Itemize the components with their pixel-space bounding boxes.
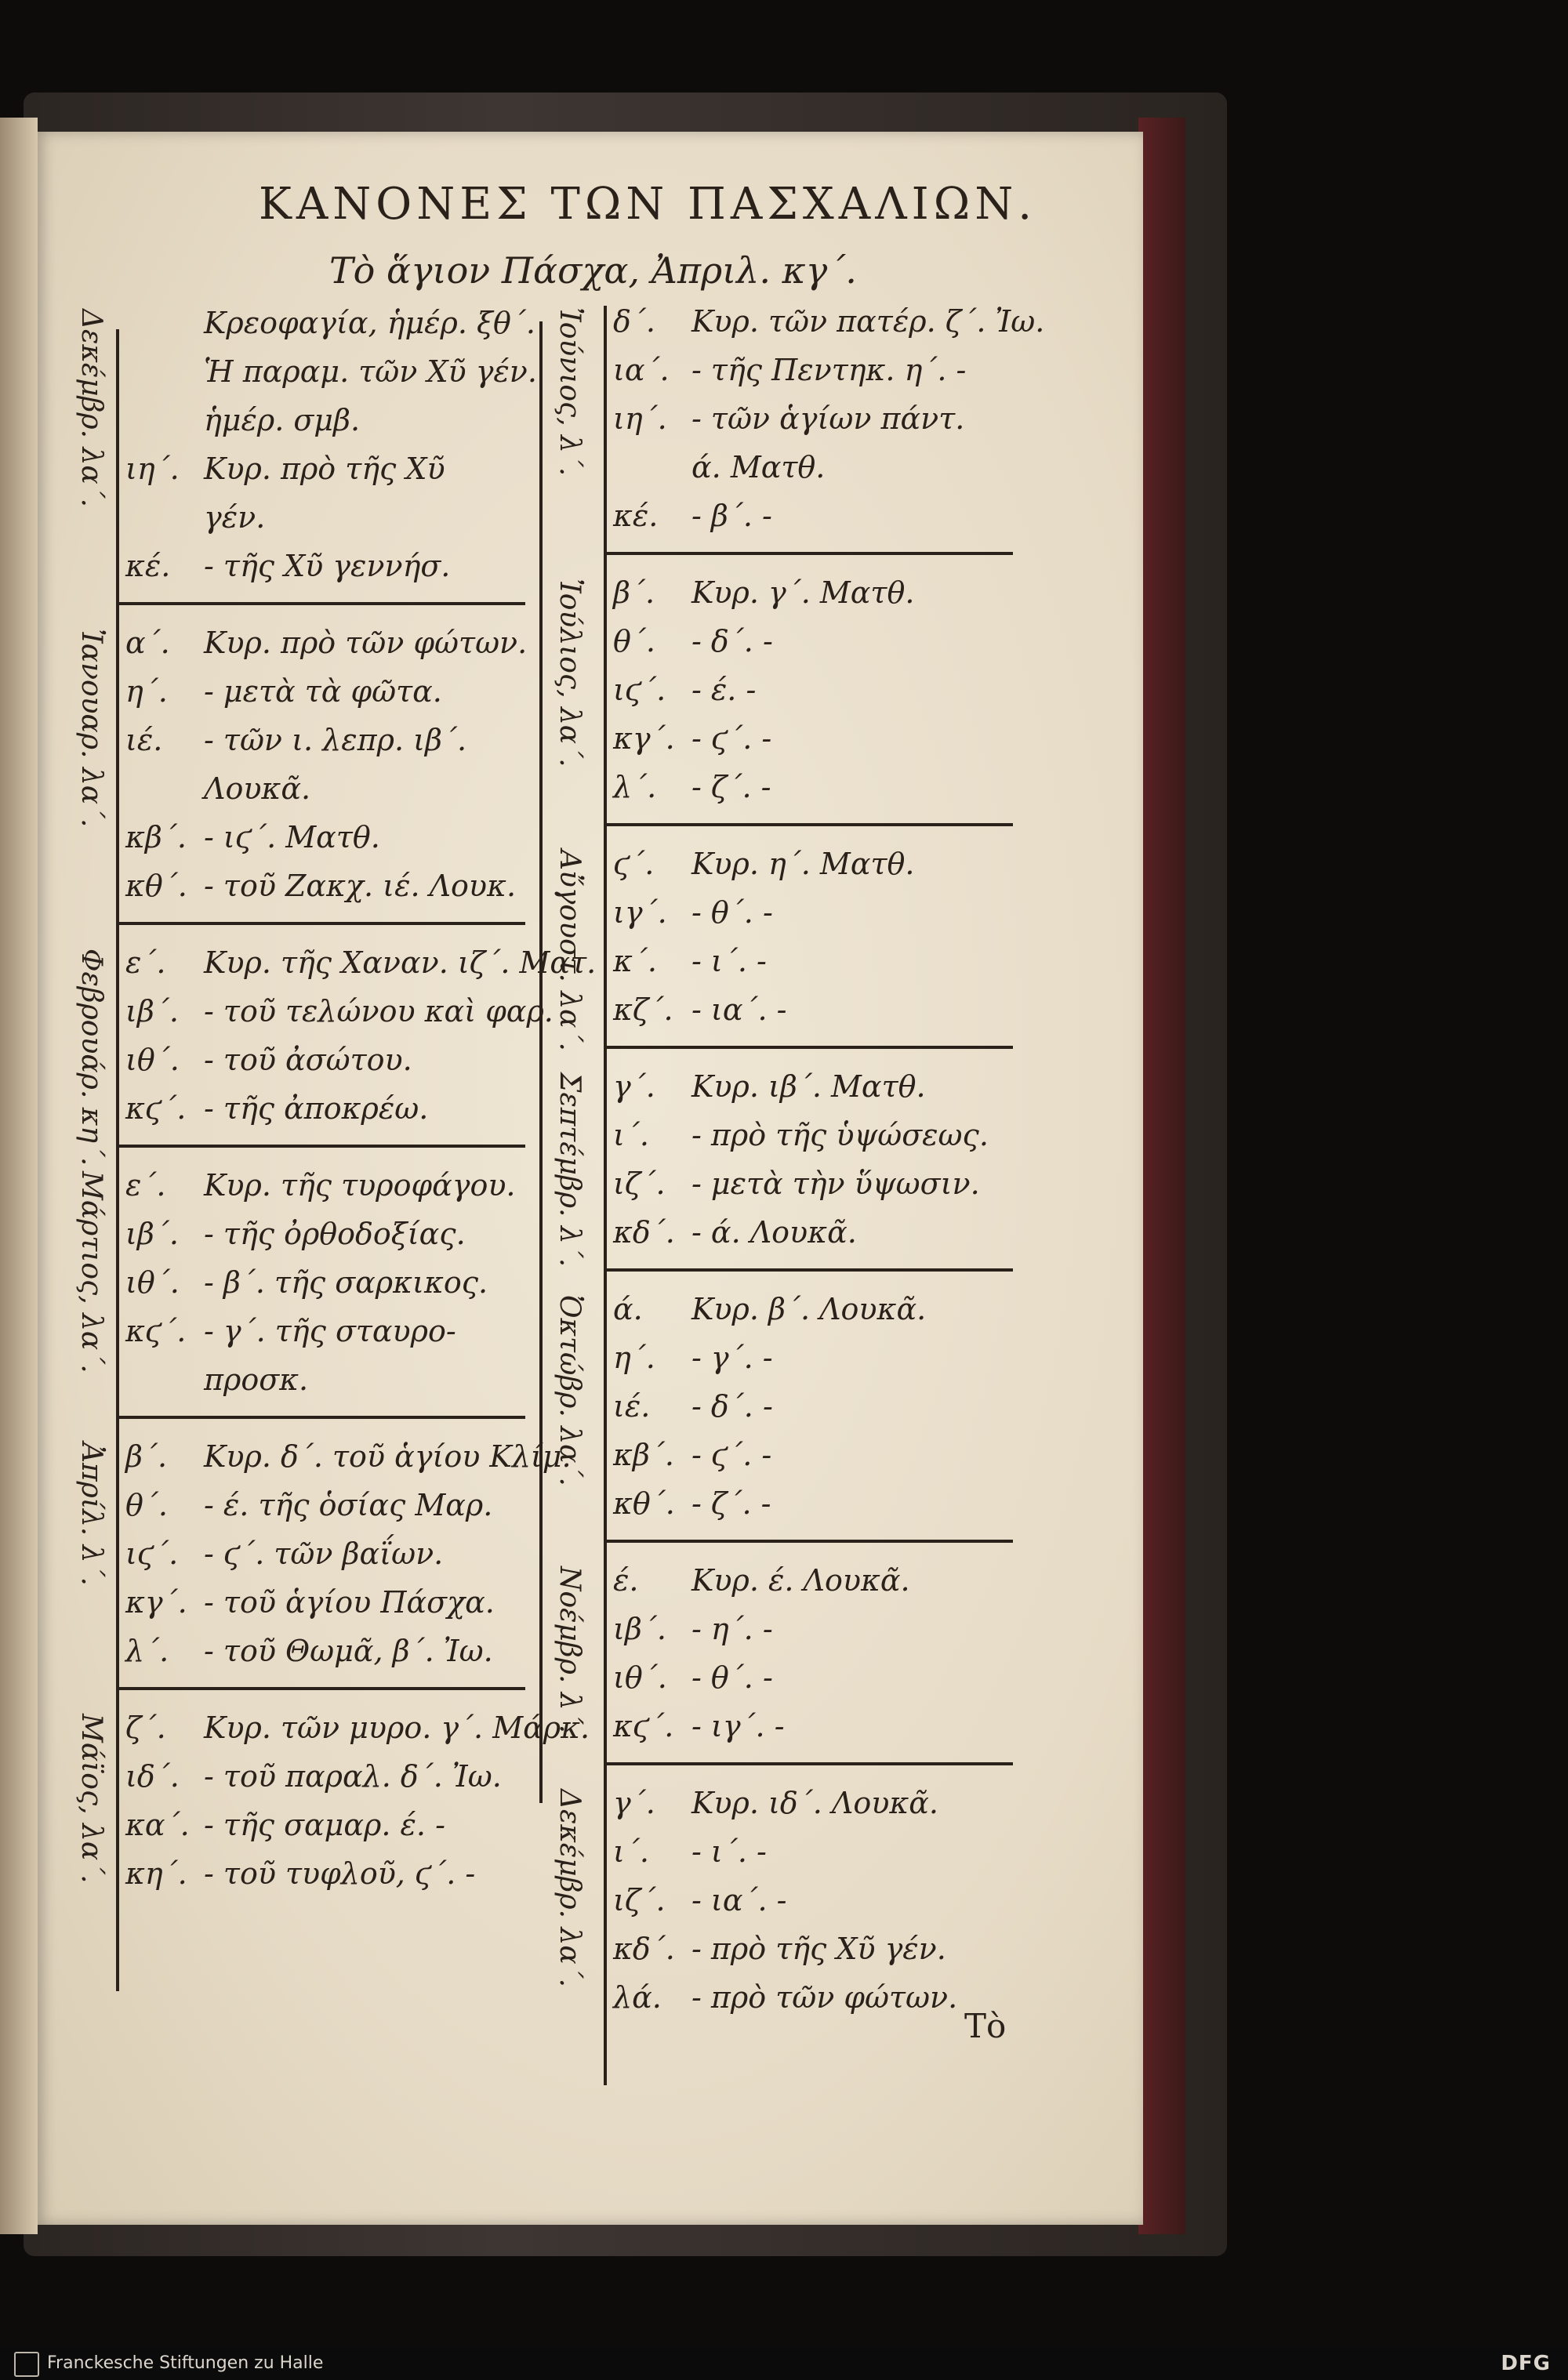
entry-text: - δ΄. - (691, 1389, 773, 1424)
calendar-entry (125, 1091, 428, 1126)
calendar-entry (613, 1980, 957, 2015)
page-subtitle: Τὸ ἅγιον Πάσχα, Ἀπριλ. κγ΄. (329, 249, 857, 292)
entry-day: κδ΄. (613, 1215, 675, 1250)
entry-text: γέν. (204, 500, 266, 535)
entry-text: - τῆς ἀποκρέω. (204, 1091, 429, 1126)
entry-text: - β΄. - (691, 499, 772, 533)
entry-text: Κρεοφαγία, ἡμέρ. ξθ΄. (204, 306, 535, 340)
section-rule (118, 602, 525, 605)
calendar-entry (125, 1808, 445, 1842)
entry-text: - έ. - (691, 673, 757, 707)
catchword: Τὸ (964, 2007, 1007, 2045)
entry-day: ιθ΄. (125, 1265, 180, 1300)
month-label: Ἰούλιος, λα΄. (554, 579, 586, 767)
entry-text: - τῆς Πεντηκ. η΄. - (691, 353, 967, 387)
calendar-entry (613, 1215, 857, 1250)
calendar-entry (613, 944, 767, 978)
entry-day: ιβ΄. (125, 1217, 179, 1251)
calendar-entry (613, 847, 914, 881)
calendar-entry (613, 1932, 946, 1966)
entry-day: κβ΄. (125, 820, 187, 854)
calendar-entry (125, 1168, 516, 1203)
entry-text: - τοῦ ἁγίου Πάσχα. (204, 1585, 495, 1620)
calendar-entry (613, 1883, 786, 1917)
calendar-entry (125, 1634, 493, 1668)
entry-day: κθ΄. (125, 869, 187, 903)
entry-day: κθ΄. (613, 1486, 675, 1521)
footer-bar (0, 2347, 1568, 2380)
entry-day: λ΄. (125, 1634, 169, 1668)
entry-text: Κυρ. β΄. Λουκᾶ. (691, 1292, 927, 1326)
calendar-entry (125, 306, 535, 340)
calendar-entry (125, 994, 554, 1029)
entry-day: β΄. (613, 575, 655, 610)
calendar-entry (613, 770, 771, 804)
entry-text: - ά. Λουκᾶ. (691, 1215, 857, 1250)
entry-text: - πρὸ τῆς ὑψώσεως. (691, 1118, 989, 1152)
calendar-entry (125, 1488, 492, 1522)
calendar-entry (613, 1786, 938, 1820)
section-rule (605, 823, 1013, 826)
calendar-entry (613, 1166, 980, 1201)
entry-text: - μετὰ τὰ φῶτα. (204, 674, 442, 709)
month-label: Σεπτέμβρ. λ΄. (554, 1072, 586, 1268)
entry-day: ι΄. (613, 1834, 649, 1869)
entry-day: κέ. (613, 499, 659, 533)
entry-text: - ϛ΄. τῶν βαΐων. (204, 1536, 444, 1571)
calendar-entry (613, 1660, 773, 1695)
entry-text: προσκ. (204, 1362, 309, 1397)
entry-text: Κυρ. τῆς τυροφάγου. (204, 1168, 516, 1203)
entry-text: - ι΄. - (691, 1834, 767, 1869)
calendar-entry (613, 1563, 910, 1598)
calendar-entry (613, 992, 786, 1027)
entry-text: - ϛ΄. - (691, 721, 772, 756)
entry-text: Κυρ. δ΄. τοῦ ἁγίου Κλίμ. (204, 1439, 572, 1474)
entry-text: - πρὸ τῶν φώτων. (691, 1980, 958, 2015)
entry-day: κγ΄. (125, 1585, 187, 1620)
entry-text: - ζ΄. - (691, 770, 771, 804)
calendar-entry (613, 1612, 773, 1646)
library-logo-icon (14, 2352, 39, 2377)
entry-day: λ΄. (613, 770, 657, 804)
calendar-entry (613, 895, 773, 930)
entry-day: κ΄. (613, 944, 657, 978)
entry-day: ιέ. (613, 1389, 651, 1424)
entry-text: Κυρ. έ. Λουκᾶ. (691, 1563, 910, 1598)
calendar-entry (125, 1759, 502, 1794)
column-divider-right (604, 306, 607, 2085)
calendar-entry (125, 1536, 443, 1571)
entry-day: ιη΄. (613, 401, 667, 436)
entry-text: - ι΄. - (691, 944, 767, 978)
book-spine (1138, 118, 1185, 2234)
entry-day: ιζ΄. (613, 1166, 666, 1201)
section-rule (118, 1687, 525, 1690)
entry-day: κϛ΄. (613, 1709, 674, 1743)
month-label: Ὀκτώβρ. λα΄. (554, 1295, 586, 1486)
calendar-entry (125, 771, 310, 806)
calendar-entry (125, 1217, 466, 1251)
entry-day: ια΄. (613, 353, 670, 387)
page-title: ΚΑΝΟΝΕΣ ΤΩΝ ΠΑΣΧΑΛΙΩΝ. (259, 179, 1037, 230)
entry-day: ιδ΄. (125, 1759, 180, 1794)
calendar-entry (613, 1486, 771, 1521)
entry-text: Κυρ. η΄. Ματθ. (691, 847, 915, 881)
entry-day: ιγ΄. (613, 895, 667, 930)
entry-day: κα΄. (125, 1808, 190, 1842)
calendar-entry (613, 624, 773, 658)
month-label: Νοέμβρ. λ΄. (554, 1566, 586, 1734)
entry-text: Κυρ. γ΄. Ματθ. (691, 575, 915, 610)
entry-text: - ια΄. - (691, 992, 787, 1027)
calendar-entry (613, 1438, 771, 1472)
calendar-entry (613, 1389, 773, 1424)
entry-day: έ. (613, 1563, 639, 1598)
library-name: Franckesche Stiftungen zu Halle (47, 2353, 324, 2373)
entry-text: ἡμέρ. σμβ. (204, 403, 361, 437)
entry-day: β΄. (125, 1439, 168, 1474)
entry-text: - θ΄. - (691, 1660, 773, 1695)
calendar-entry (613, 304, 1044, 339)
calendar-entry (125, 723, 466, 757)
entry-text: - γ΄. - (691, 1341, 773, 1375)
month-label: Αὔγουστ. λα΄. (554, 850, 586, 1051)
calendar-entry (125, 869, 516, 903)
entry-text: - τοῦ Ζακχ. ιέ. Λουκ. (204, 869, 517, 903)
entry-day: ϛ΄. (613, 847, 655, 881)
calendar-entry (613, 450, 825, 484)
calendar-entry (125, 820, 380, 854)
entry-day: ι΄. (613, 1118, 649, 1152)
section-rule (605, 1762, 1013, 1765)
entry-day: ιζ΄. (613, 1883, 666, 1917)
facing-page-edge (0, 118, 38, 2234)
section-rule (605, 1268, 1013, 1272)
month-label: Ἰούνιος, λ΄. (554, 307, 586, 477)
entry-text: Κυρ. τῶν μυρο. γ΄. Μάρκ. (204, 1711, 590, 1745)
entry-day: ε΄. (125, 945, 166, 980)
calendar-entry (125, 1362, 308, 1397)
entry-day: κβ΄. (613, 1438, 674, 1472)
entry-text: Κυρ. τῆς Χαναν. ιζ΄. Ματ. (204, 945, 597, 980)
calendar-entry (613, 1118, 989, 1152)
entry-day: α΄. (125, 626, 170, 660)
calendar-entry (125, 354, 537, 389)
month-label: Φεβρουάρ. κη΄. (75, 949, 107, 1166)
calendar-entry (125, 1439, 572, 1474)
calendar-entry (125, 1043, 412, 1077)
section-rule (605, 1540, 1013, 1543)
entry-text: - γ΄. τῆς σταυρο- (204, 1314, 456, 1348)
calendar-entry (613, 575, 914, 610)
entry-text: - μετὰ τὴν ὕψωσιν. (691, 1166, 980, 1201)
entry-text: Κυρ. πρὸ τῶν φώτων. (204, 626, 528, 660)
entry-text: - τοῦ τυφλοῦ, ϛ΄. - (204, 1856, 476, 1891)
section-rule (118, 1145, 525, 1148)
entry-day: ιθ΄. (125, 1043, 180, 1077)
entry-day: θ΄. (125, 1488, 168, 1522)
calendar-entry (613, 401, 964, 436)
calendar-entry (613, 353, 966, 387)
calendar-entry (125, 500, 265, 535)
calendar-entry (613, 1341, 773, 1375)
entry-day: κη΄. (125, 1856, 187, 1891)
entry-text: - ιγ΄. - (691, 1709, 785, 1743)
entry-text: - τῆς σαμαρ. έ. - (204, 1808, 445, 1842)
calendar-entry (613, 721, 771, 756)
entry-text: - τῶν ι. λεπρ. ιβ΄. (204, 723, 467, 757)
entry-text: - ια΄. - (691, 1883, 787, 1917)
entry-day: κϛ΄. (125, 1314, 187, 1348)
entry-text: - δ΄. - (691, 624, 773, 658)
entry-day: κϛ΄. (125, 1091, 187, 1126)
section-rule (605, 552, 1013, 555)
entry-text: Λουκᾶ. (204, 771, 311, 806)
calendar-entry (125, 1585, 495, 1620)
entry-day: ιβ΄. (125, 994, 179, 1029)
entry-day: λά. (613, 1980, 662, 2015)
month-label: Δεκέμβρ. λα΄. (554, 1789, 586, 1988)
entry-day: γ΄. (613, 1786, 655, 1820)
entry-day: κγ΄. (613, 721, 675, 756)
entry-text: Κυρ. ιβ΄. Ματθ. (691, 1069, 926, 1104)
calendar-entry (613, 1069, 926, 1104)
section-rule (118, 1416, 525, 1419)
entry-text: - η΄. - (691, 1612, 773, 1646)
entry-day: ιέ. (125, 723, 163, 757)
entry-day: ιθ΄. (613, 1660, 667, 1695)
entry-text: - τοῦ παραλ. δ΄. Ἰω. (204, 1759, 502, 1794)
entry-text: ά. Ματθ. (691, 450, 826, 484)
column-divider-left (539, 321, 543, 1803)
entry-day: δ΄. (613, 304, 655, 339)
entry-text: - τοῦ Θωμᾶ, β΄. Ἰω. (204, 1634, 493, 1668)
entry-text: - ϛ΄. - (691, 1438, 772, 1472)
entry-day: ιβ΄. (613, 1612, 666, 1646)
calendar-entry (613, 499, 772, 533)
calendar-entry (125, 549, 450, 583)
entry-text: - έ. τῆς ὁσίας Μαρ. (204, 1488, 493, 1522)
entry-text: Κυρ. ιδ΄. Λουκᾶ. (691, 1786, 939, 1820)
entry-day: ιη΄. (125, 452, 180, 486)
entry-text: - πρὸ τῆς Χῦ γέν. (691, 1932, 946, 1966)
dfg-logo: DFG (1501, 2352, 1551, 2375)
entry-day: κζ΄. (613, 992, 673, 1027)
entry-day: η΄. (125, 674, 168, 709)
entry-text: - ιϛ΄. Ματθ. (204, 820, 380, 854)
entry-text: Ἡ παραμ. τῶν Χῦ γέν. (204, 354, 537, 389)
entry-text: - τῆς ὀρθοδοξίας. (204, 1217, 466, 1251)
entry-text: - τῆς Χῦ γεννήσ. (204, 549, 451, 583)
entry-text: - θ΄. - (691, 895, 773, 930)
calendar-entry (613, 1834, 767, 1869)
calendar-entry (613, 1292, 926, 1326)
calendar-entry (613, 1709, 785, 1743)
entry-day: κέ. (125, 549, 171, 583)
section-rule (605, 1046, 1013, 1049)
entry-day: ιϛ΄. (125, 1536, 179, 1571)
calendar-entry (125, 1711, 590, 1745)
calendar-entry (125, 626, 527, 660)
entry-day: ά. (613, 1292, 643, 1326)
month-label: Ἀπρίλ. λ΄. (75, 1442, 107, 1586)
left-margin-rule (116, 329, 119, 1991)
entry-day: η΄. (613, 1341, 655, 1375)
calendar-entry (613, 673, 756, 707)
entry-day: ε΄. (125, 1168, 166, 1203)
entry-text: Κυρ. τῶν πατέρ. ζ΄. Ἰω. (691, 304, 1045, 339)
entry-text: - τοῦ τελώνου καὶ φαρ. (204, 994, 554, 1029)
month-label: Μάϊος, λα΄. (75, 1714, 107, 1884)
calendar-entry (125, 452, 445, 486)
calendar-entry (125, 1265, 488, 1300)
month-label: Ἰανουαρ. λα΄. (75, 629, 107, 828)
calendar-entry (125, 1856, 475, 1891)
entry-text: - τοῦ ἀσώτου. (204, 1043, 412, 1077)
section-rule (118, 922, 525, 925)
entry-text: - β΄. τῆς σαρκικος. (204, 1265, 488, 1300)
calendar-entry (125, 1314, 456, 1348)
month-label: Μάρτιος, λα΄. (75, 1171, 107, 1373)
month-label: Δεκέμβρ. λα΄. (75, 309, 107, 508)
entry-day: γ΄. (613, 1069, 655, 1104)
entry-text: - τῶν ἁγίων πάντ. (691, 401, 965, 436)
calendar-entry (125, 674, 442, 709)
entry-text: - ζ΄. - (691, 1486, 771, 1521)
entry-day: ζ΄. (125, 1711, 166, 1745)
calendar-entry (125, 403, 360, 437)
entry-text: Κυρ. πρὸ τῆς Χῦ (204, 452, 445, 486)
entry-day: ιϛ΄. (613, 673, 666, 707)
entry-day: κδ΄. (613, 1932, 675, 1966)
calendar-entry (125, 945, 596, 980)
entry-day: θ΄. (613, 624, 655, 658)
